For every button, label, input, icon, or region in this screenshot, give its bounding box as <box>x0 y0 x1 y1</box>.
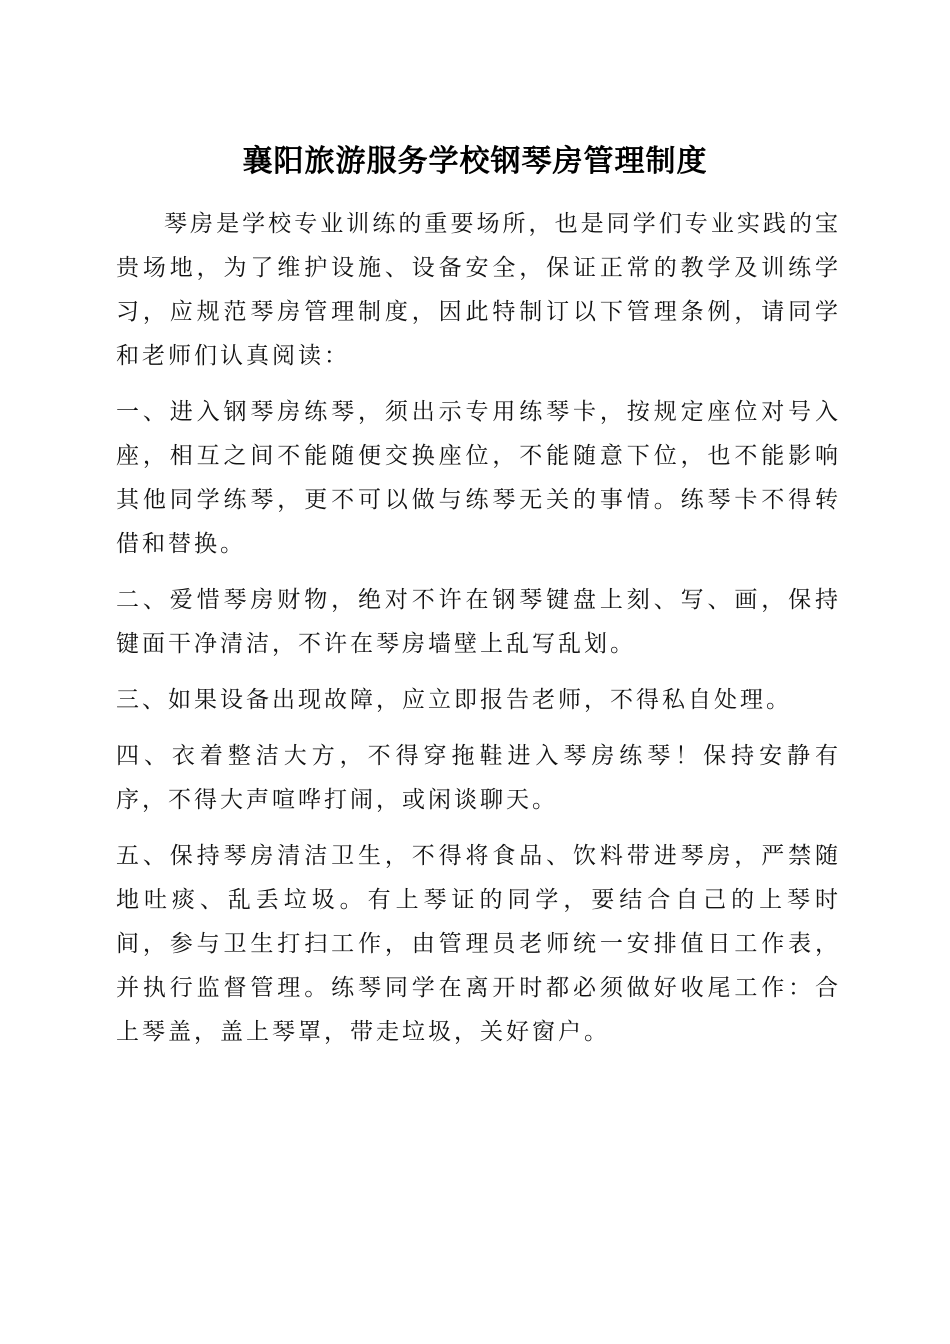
document-title: 襄阳旅游服务学校钢琴房管理制度 <box>242 144 708 179</box>
rule-paragraph-3: 三、如果设备出现故障，应立即报告老师，不得私自处理。 <box>116 687 792 713</box>
rule-paragraph-2: 二、爱惜琴房财物，绝对不许在钢琴键盘上刻、写、画，保持键面干净清洁，不许在琴房墙壁上乱写乱划。 <box>116 587 841 657</box>
rule-paragraph-4: 四、衣着整洁大方，不得穿拖鞋进入琴房练琴！保持安静有序，不得大声喧哗打闹，或闲谈聊天。 <box>116 743 841 813</box>
rule-paragraph-1: 一、进入钢琴房练琴，须出示专用练琴卡，按规定座位对号入座，相互之间不能随便交换座位，不能随意下位，也不能影响其他同学练琴，更不可以做与练琴无关的事情。练琴卡不得转借和替换。 <box>116 399 841 557</box>
intro-paragraph: 琴房是学校专业训练的重要场所，也是同学们专业实践的宝贵场地，为了维护设施、设备安全，保证正常的教学及训练学习，应规范琴房管理制度，因此特制订以下管理条例，请同学和老师们认真阅读： <box>116 211 841 369</box>
rule-paragraph-5: 五、保持琴房清洁卫生，不得将食品、饮料带进琴房，严禁随地吐痰、乱丢垃圾。有上琴证的同学，要结合自己的上琴时间，参与卫生打扫工作，由管理员老师统一安排值日工作表，并执行监督管理。练琴同学在离开时都必须做好收尾工作：合上琴盖，盖上琴罩，带走垃圾，关好窗户。 <box>116 843 841 1045</box>
document-body <box>116 202 841 1066</box>
